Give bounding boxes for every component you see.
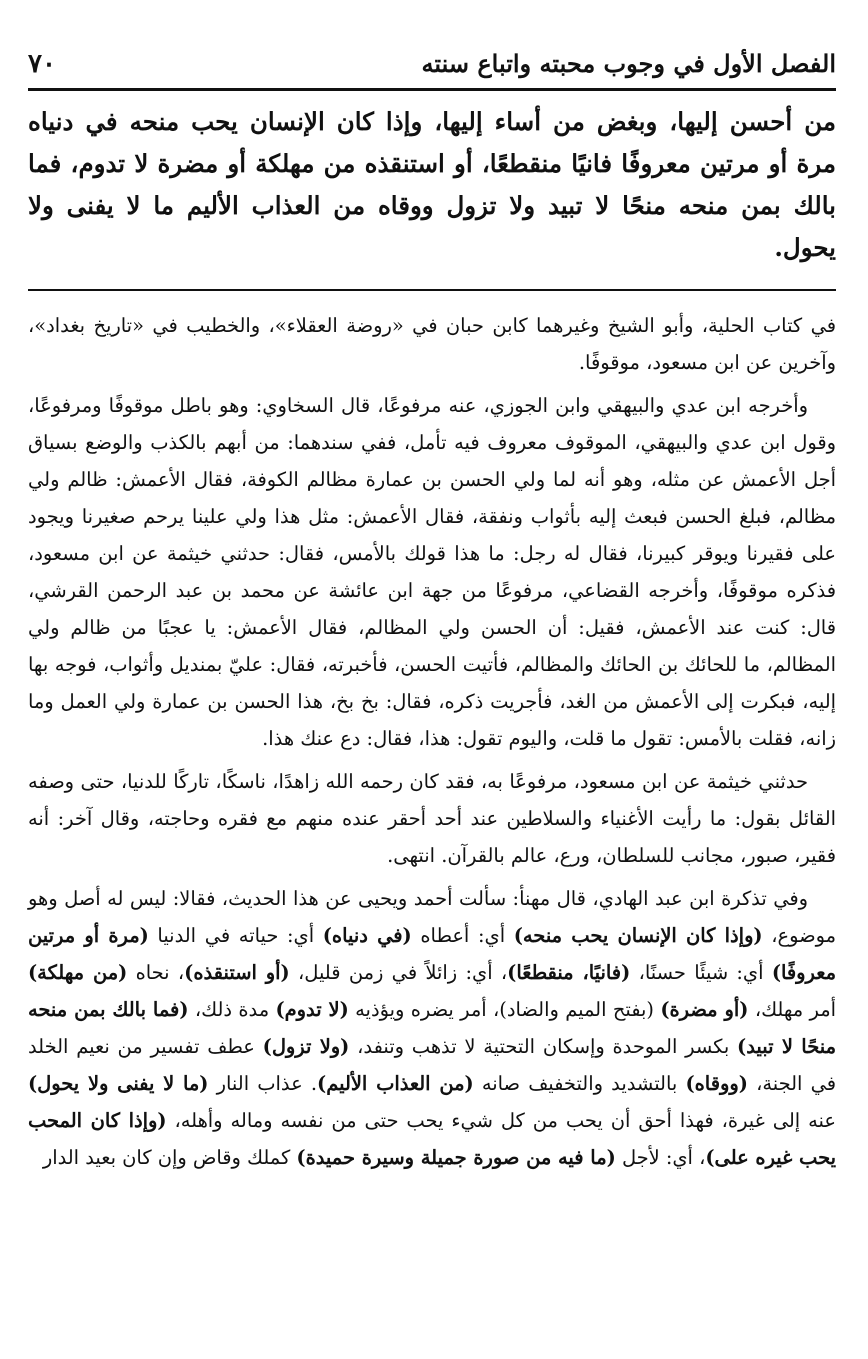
footnote-paragraph-1: في كتاب الحلية، وأبو الشيخ وغيرهما كابن حبان في «روضة العقلاء»، والخطيب في «تاريخ بغداد»، وآخرين عن ابن مسعود، موقوفًا.: [28, 314, 836, 374]
commentary-text: (بفتح الميم والضاد)، أمر يضره ويؤذيه: [348, 998, 661, 1021]
quoted-phrase: (ما لا يفنى ولا يحول): [28, 1072, 209, 1095]
commentary-text: مدة ذلك،: [188, 998, 276, 1021]
footnote-paragraph-2: وأخرجه ابن عدي والبيهقي وابن الجوزي، عنه مرفوعًا، قال السخاوي: وهو باطل موقوفًا ومرفوعًا، وقول ابن عدي والبيهقي، الموقوف معروف فيه تأمل، ففي سندهما: من أبهم بالكذب والوضع بسياق أجل الأعمش عن مثله، وهو أنه لما ولي الحسن بن عمارة مظالم الكوفة، فقال الأعمش: ظالم ولي مظالم، فبلغ الحسن فبعث إليه بأثواب ونفقة، فقال الأعمش: مثل هذا ولي علينا يرحم صغيرنا ويجود على فقيرنا ويوقر كبيرنا، فقال له رجل: ما هذا قولك بالأمس، فقال: حدثني خيثمة عن ابن مسعود، فذكره موقوفًا، وأخرجه القضاعي، مرفوعًا من جهة ابن عائشة عن محمد بن عبد الرحمن القرشي، قال: كنت عند الأعمش، فقيل: أن الحسن ولي المظالم، فقال الأعمش: يا عجبًا من ظالم ولي المظالم، ما للحائك بن الحائك والمظالم، فأتيت الحسن، فأخبرته، فقال: عليّ بمنديل وأثواب، فوجه بها إليه، فبكرت إلى الأعمش من الغد، فأجريت ذكره، فقال: بخ بخ، هذا الحسن بن عمارة ولي العمل وما زانه، فقلت بالأمس: تقول ما قلت، واليوم تقول: هذا، فقال: دع عنك هذا.: [28, 394, 836, 750]
commentary-text: وفي تذكرة ابن عبد الهادي، قال مهنأ: سألت أحمد ويحيى عن هذا الحديث، فقالا: ليس له أصل وهو موضوع،: [28, 887, 836, 947]
quoted-phrase: (أو مضرة): [660, 998, 749, 1021]
quoted-phrase: (أو استنقذه): [184, 961, 290, 984]
commentary-text: ، أي: لأجل: [615, 1146, 706, 1169]
quoted-phrase: (من مهلكة): [28, 961, 128, 984]
quoted-phrase: (وإذا كان المحب يحب غيره على): [28, 1109, 836, 1169]
chapter-title: الفصل الأول في وجوب محبته واتباع سنته: [421, 49, 836, 78]
commentary-text: كملك وقاض وإن كان بعيد الدار: [42, 1146, 297, 1169]
page-number: ٧٠: [28, 49, 56, 79]
quoted-phrase: (ولا تزول): [262, 1035, 350, 1058]
quoted-phrase: (مرة أو مرتين معروفًا): [28, 924, 836, 984]
footnote-paragraph-3: حدثني خيثمة عن ابن مسعود، مرفوعًا به، فقد كان رحمه الله زاهدًا، ناسكًا، تاركًا للدنيا، حتى وصفه القائل بقول: ما رأيت الأغنياء والسلاطين عند أحد أحقر عنده منهم مع فقره وحاجته، وقال آخر: أنه فقير، صبور، مجانب للسلطان، ورع، عالم بالقرآن. انتهى.: [28, 770, 836, 867]
quoted-phrase: (فما بالك بمن منحه منحًا لا تبيد): [28, 998, 836, 1058]
commentary-text: . عذاب النار: [208, 1072, 318, 1095]
quoted-phrase: (وإذا كان الإنسان يحب منحه): [513, 924, 763, 947]
footnotes: [28, 307, 836, 1176]
footnote-divider: [28, 289, 836, 291]
commentary-text: عطف تفسير من نعيم الخلد في الجنة،: [28, 1035, 836, 1095]
main-text: من أحسن إليها، وبغض من أساء إليها، وإذا كان الإنسان يحب منحه في دنياه مرة أو مرتين معروفًا فانيًا منقطعًا، أو استنقذه من مهلكة أو مضرة لا تدوم، فما بالك بمن منحه منحًا لا تبيد ولا تزول ووقاه من العذاب الأليم ما لا يفنى ولا يحول.: [28, 107, 836, 262]
commentary-text: أي: أعطاه: [411, 924, 514, 947]
quoted-phrase: (في دنياه): [322, 924, 412, 947]
book-page: [28, 40, 836, 1299]
quoted-phrase: (فانيًا، منقطعًا): [507, 961, 631, 984]
quoted-phrase: (لا تدوم): [275, 998, 349, 1021]
quoted-phrase: (من العذاب الأليم): [317, 1072, 474, 1095]
footnote-paragraph-4: [28, 880, 836, 1176]
commentary-text: أي: حياته في الدنيا: [148, 924, 323, 947]
commentary-text: ، نحاه: [127, 961, 185, 984]
commentary-text: أي: شيئًا حسنًا،: [630, 961, 772, 984]
commentary-text: ، أي: زائلاً في زمن قليل،: [289, 961, 508, 984]
quoted-phrase: (ما فيه من صورة جميلة وسيرة حميدة): [296, 1146, 616, 1169]
commentary-text: بكسر الموحدة وإسكان التحتية لا تذهب وتنفد،: [349, 1035, 738, 1058]
commentary-text: عنه إلى غيرة، فهذا أحق أن يحب من كل شيء يحب حتى من نفسه وماله وأهله،: [166, 1109, 836, 1132]
commentary-text: بالتشديد والتخفيف صانه: [473, 1072, 686, 1095]
quoted-phrase: (ووقاه): [685, 1072, 748, 1095]
commentary-text: أمر مهلك،: [748, 998, 836, 1021]
running-header: [28, 40, 836, 91]
